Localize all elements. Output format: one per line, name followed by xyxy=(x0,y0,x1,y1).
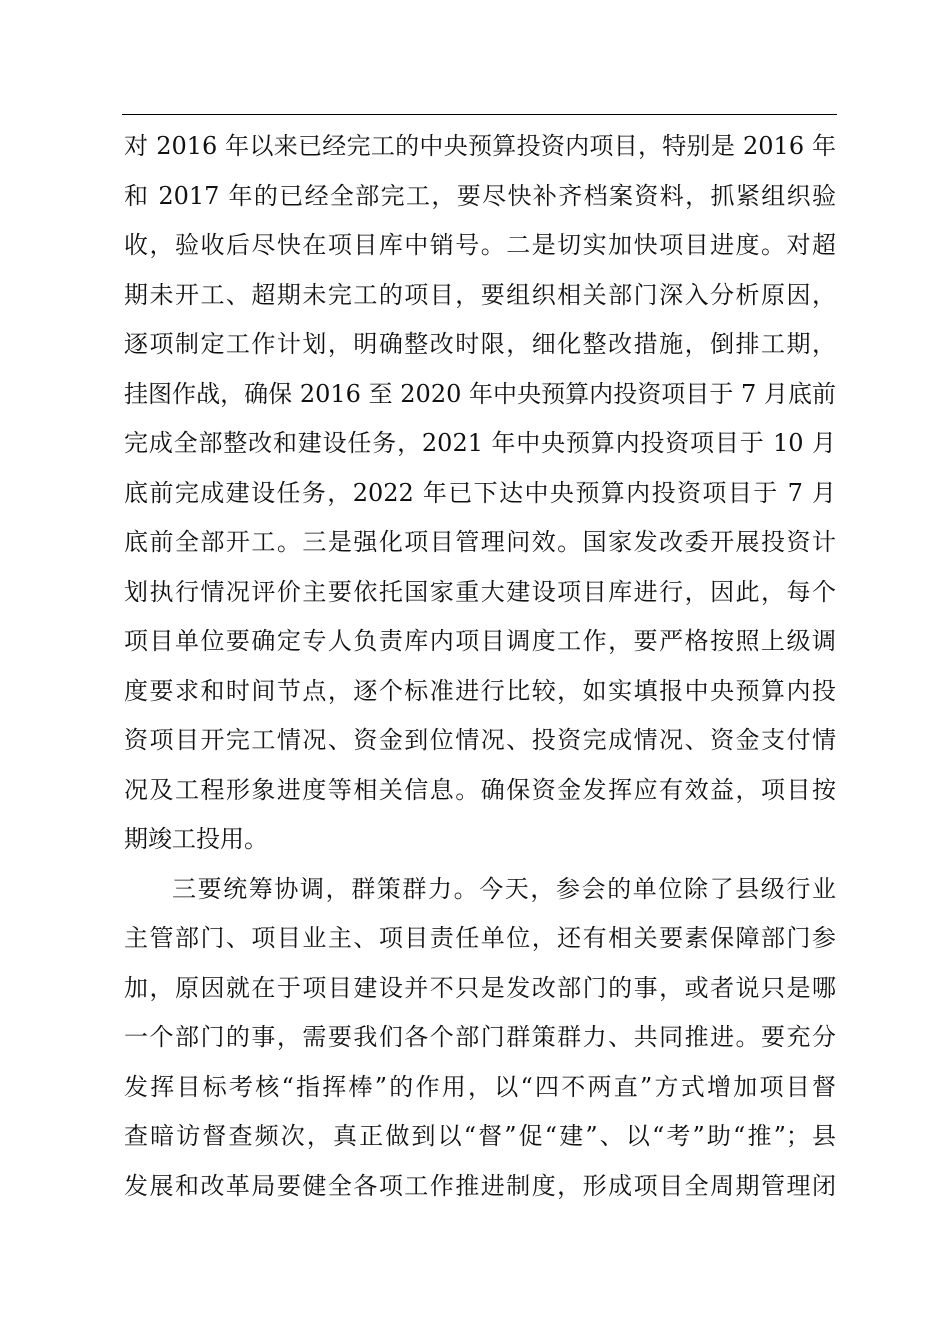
text-line: 底前全部开工。三是强化项目管理问效。国家发改委开展投资计 xyxy=(124,528,836,556)
text-line: 主管部门、项目业主、项目责任单位，还有相关要素保障部门参 xyxy=(124,924,836,952)
text-line: 完成全部整改和建设任务，2021 年中央预算内投资项目于 10 月 xyxy=(124,429,836,457)
paragraph-2 xyxy=(124,869,836,1216)
text-line: 逐项制定工作计划，明确整改时限，细化整改措施，倒排工期， xyxy=(124,330,836,358)
text-line: 底前完成建设任务，2022 年已下达中央预算内投资项目于 7 月 xyxy=(124,478,836,507)
paragraph-1 xyxy=(124,126,836,869)
text-line: 划执行情况评价主要依托国家重大建设项目库进行，因此，每个 xyxy=(124,577,836,606)
header-rule xyxy=(122,114,837,115)
text-line: 加，原因就在于项目建设并不只是发改部门的事，或者说只是哪 xyxy=(124,973,836,1002)
text-line: 和 2017 年的已经全部完工，要尽快补齐档案资料，抓紧组织验 xyxy=(124,181,836,210)
body-text xyxy=(124,126,836,1215)
text-line: 收，验收后尽快在项目库中销号。二是切实加快项目进度。对超 xyxy=(124,231,836,259)
text-line: 一个部门的事，需要我们各个部门群策群力、共同推进。要充分 xyxy=(124,1023,836,1051)
text-line: 项目单位要确定专人负责库内项目调度工作，要严格按照上级调 xyxy=(124,627,836,655)
text-line: 挂图作战，确保 2016 至 2020 年中央预算内投资项目于 7 月底前 xyxy=(124,379,836,408)
text-line: 查暗访督查频次，真正做到以“督”促“建”、以“考”助“推”；县 xyxy=(124,1122,836,1150)
text-line: 三要统筹协调，群策群力。今天，参会的单位除了县级行业 xyxy=(172,874,836,903)
text-line: 度要求和时间节点，逐个标准进行比较，如实填报中央预算内投 xyxy=(124,676,836,705)
text-line: 发挥目标考核“指挥棒”的作用，以“四不两直”方式增加项目督 xyxy=(124,1072,836,1101)
text-line: 期竣工投用。 xyxy=(124,825,268,853)
text-line: 况及工程形象进度等相关信息。确保资金发挥应有效益，项目按 xyxy=(124,775,836,804)
text-line: 期未开工、超期未完工的项目，要组织相关部门深入分析原因， xyxy=(124,280,836,309)
text-line: 资项目开完工情况、资金到位情况、投资完成情况、资金支付情 xyxy=(124,726,836,754)
text-line: 对 2016 年以来已经完工的中央预算投资内项目，特别是 2016 年 xyxy=(124,132,836,160)
text-line: 发展和改革局要健全各项工作推进制度，形成项目全周期管理闭 xyxy=(124,1171,836,1200)
